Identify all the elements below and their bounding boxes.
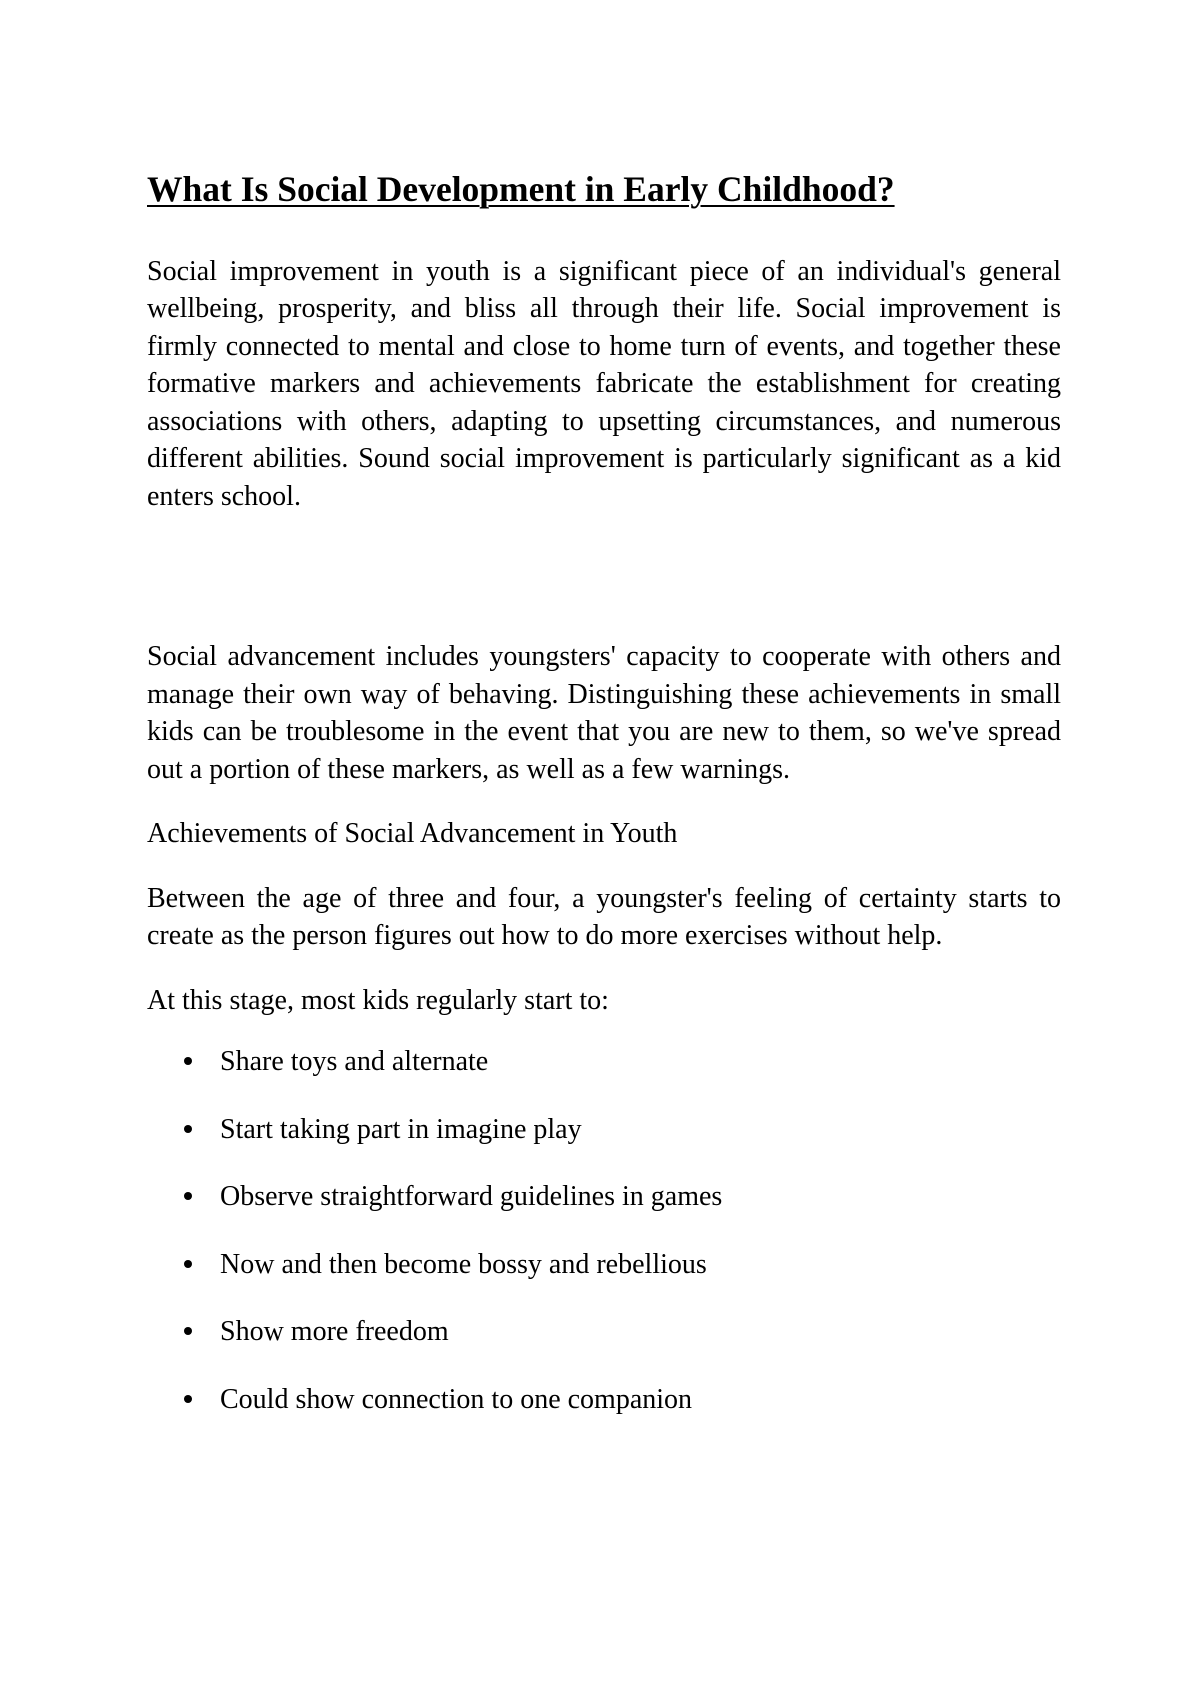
- bullet-icon: [184, 1395, 192, 1403]
- bullet-icon: [184, 1327, 192, 1335]
- list-item: [147, 1111, 1061, 1149]
- paragraph-social-advancement: Social advancement includes youngsters' capacity to cooperate with others and manage their own way of behaving. Distinguishing these achievements in small kids can be troublesome in the event that you are new to them, so we've spread out a portion of these markers, as well as a few warnings.: [147, 641, 1061, 785]
- list-item-text: Could show connection to one companion: [220, 1383, 693, 1415]
- list-item-text: Now and then become bossy and rebellious: [220, 1248, 707, 1280]
- list-item: [147, 1043, 1061, 1081]
- list-item-text: Share toys and alternate: [220, 1046, 489, 1078]
- paragraph-age-three-four: Between the age of three and four, a youngster's feeling of certainty starts to create as the person figures out how to do more exercises without help.: [147, 882, 1061, 952]
- list-item: [147, 1178, 1061, 1216]
- list-item-text: Start taking part in imagine play: [220, 1113, 582, 1145]
- bullet-icon: [184, 1057, 192, 1065]
- paragraph-social-improvement: Social improvement in youth is a significant piece of an individual's general wellbeing, prosperity, and bliss all through their life. Social improvement is firmly connected to mental and close to home turn of events, and together these formative markers and achievements fabricate the establishment for creating associations with others, adapting to upsetting circumstances, and numerous different abilities. Sound social improvement is particularly significant as a kid enters school.: [147, 255, 1061, 512]
- list-item: [147, 1381, 1061, 1419]
- list-item-text: Show more freedom: [220, 1316, 449, 1348]
- list-item: [147, 1246, 1061, 1284]
- milestones-list: [147, 1043, 1061, 1418]
- section-heading-achievements: Achievements of Social Advancement in Youth: [147, 818, 678, 850]
- document-page: [147, 168, 1061, 1448]
- document-title: What Is Social Development in Early Childhood?: [147, 169, 895, 209]
- list-item-text: Observe straightforward guidelines in games: [220, 1181, 723, 1213]
- bullet-icon: [184, 1192, 192, 1200]
- bullet-icon: [184, 1125, 192, 1133]
- bullet-icon: [184, 1260, 192, 1268]
- paragraph-list-intro: At this stage, most kids regularly start to:: [147, 984, 609, 1016]
- list-item: [147, 1313, 1061, 1351]
